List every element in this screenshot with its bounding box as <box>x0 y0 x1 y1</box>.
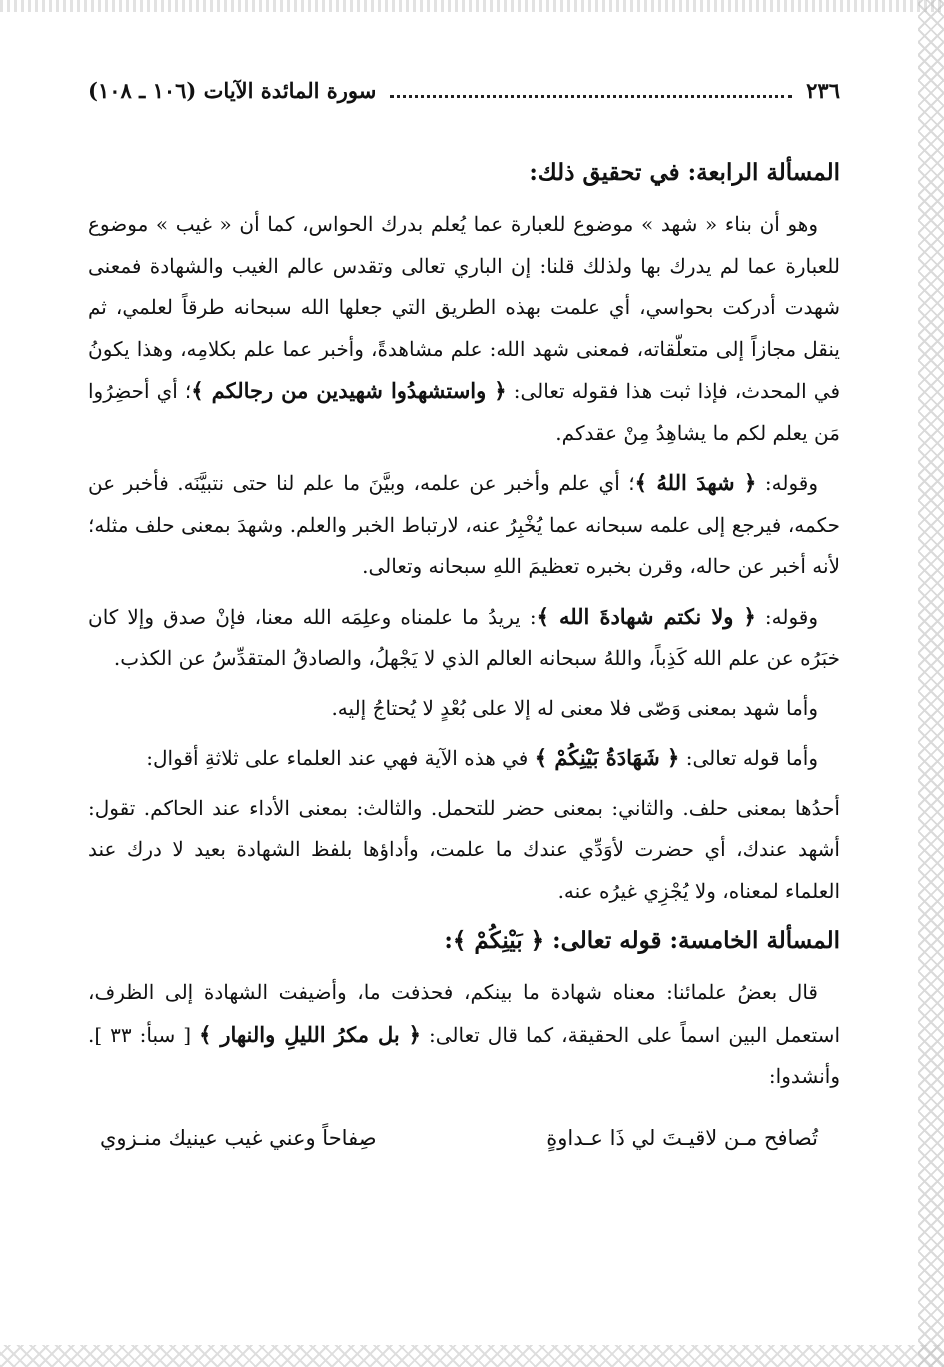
poetry-verse <box>88 1116 840 1160</box>
section-4-paragraph-6: أحدُها بمعنى حلف. والثاني: بمعنى حضر للتحمل. والثالث: بمعنى الأداء عند الحاكم. تقول: أشهد عندك، أي حضرت لأوَدِّي عندك ما علمت، وأداؤها بلفظ الشهادة بعيد لا درك عند العلماء لمعناه، ولا يُجْزِي غيرُه عنه. <box>88 795 840 903</box>
section-4-paragraph-3: وقوله: ﴿ ولا نكتم شهادةَ الله ﴾: يريدُ ما علمناه وعلِمَه الله معنا، فإنْ صدق وإلا كان خبَرُه عن علم الله كَذِباً، واللهُ سبحانه العالم الذي لا يَجْهلُ، والصادقُ المتقدِّسُ عن الكذب. <box>88 603 840 670</box>
quran-quote: ﴿ واستشهدُوا شهيدين من رجالكم ﴾ <box>191 378 507 403</box>
scan-border-right <box>918 0 944 1367</box>
verse-hemistich-first: تُصافح مـن لاقيـتَ لي ذَا عـداوةٍ <box>546 1125 818 1150</box>
quran-quote: ﴿ بل مكرُ الليلِ والنهار ﴾ <box>199 1021 421 1047</box>
quran-quote: ﴿ ولا نكتم شهادةَ الله ﴾ <box>536 603 756 629</box>
page-number: ٢٣٦ <box>806 77 840 103</box>
section-4-paragraph-5: وأما قوله تعالى: ﴿ شَهَادَةُ بَيْنِكُمْ ﴾ في هذه الآية فهي عند العلماء على ثلاثةِ أقوال: <box>146 745 818 770</box>
verse-hemistich-second: صِفاحاً وعني غيب عينيك منـزوي <box>100 1125 377 1150</box>
section-5-heading: المسألة الخامسة: قوله تعالى: ﴿ بَيْنِكُمْ ﴾: <box>444 927 840 954</box>
scan-border-bottom <box>0 1345 944 1367</box>
quran-quote: ﴿ شهدَ اللهُ ﴾ <box>634 470 757 495</box>
scan-border-top <box>0 0 944 12</box>
quran-quote: ﴿ بَيْنِكُمْ ﴾ <box>452 927 545 954</box>
section-4-heading: المسألة الرابعة: في تحقيق ذلك: <box>529 159 840 186</box>
section-4-paragraph-1: وهو أن بناء « شهد » موضوع للعبارة عما يُعلم بدرك الحواس، كما أن « غيب » موضوع للعبارة عما لم يدرك بها ولذلك قلنا: إن الباري تعالى وتقدس عالم الغيب والشهادة فمعنى شهدت أدركت بحواسي، أي علمت بهذه الطريق التي جعلها الله سبحانه طرقاً لعلمي، ثم ينقل مجازاً إلى متعلّقاته، فمعنى شهد الله: علم مشاهدةً، وأخبر عما علم بكلامِه، وهذا يكونُ في المحدث، فإذا ثبت هذا فقوله تعالى: ﴿ واستشهدُوا شهيدين من رجالكم ﴾؛ أي أحضِرُوا مَن يعلم لكم ما يشاهِدُ مِنْ عقدكم. <box>88 212 840 445</box>
surah-title: سورة المائدة الآيات (١٠٦ ـ ١٠٨) <box>88 77 377 103</box>
section-4-paragraph-4: وأما شهد بمعنى وَصّى فلا معنى له إلا على بُعْدٍ لا يُحتاجُ إليه. <box>331 695 818 720</box>
book-page <box>88 70 840 1160</box>
section-5-paragraph-1: قال بعضُ علمائنا: معناه شهادة ما بينكم، فحذفت ما، وأضيفت الشهادة إلى الظرف، استعمل البين اسماً على الحقيقة، كما قال تعالى: ﴿ بل مكرُ الليلِ والنهار ﴾ [ سبأ: ٣٣ ]. وأنشدوا: <box>88 980 840 1088</box>
quran-quote: ﴿ شَهَادَةُ بَيْنِكُمْ ﴾ <box>534 745 680 770</box>
section-4-paragraph-2: وقوله: ﴿ شهدَ اللهُ ﴾؛ أي علم وأخبر عن علمه، وبيَّنَ ما علم لنا حتى نتبيَّنَه. فأخبر عن حكمه، فيرجع إلى علمه سبحانه عما يُخْبِرُ عنه، لارتباط الخبر والعلم. وشهدَ بمعنى حلف مثله؛ لأنه أخبر عن حاله، وقرن بخبره تعظيمَ اللهِ سبحانه وتعالى. <box>88 470 840 578</box>
header-dot-leader <box>390 83 792 98</box>
running-header <box>88 70 840 110</box>
